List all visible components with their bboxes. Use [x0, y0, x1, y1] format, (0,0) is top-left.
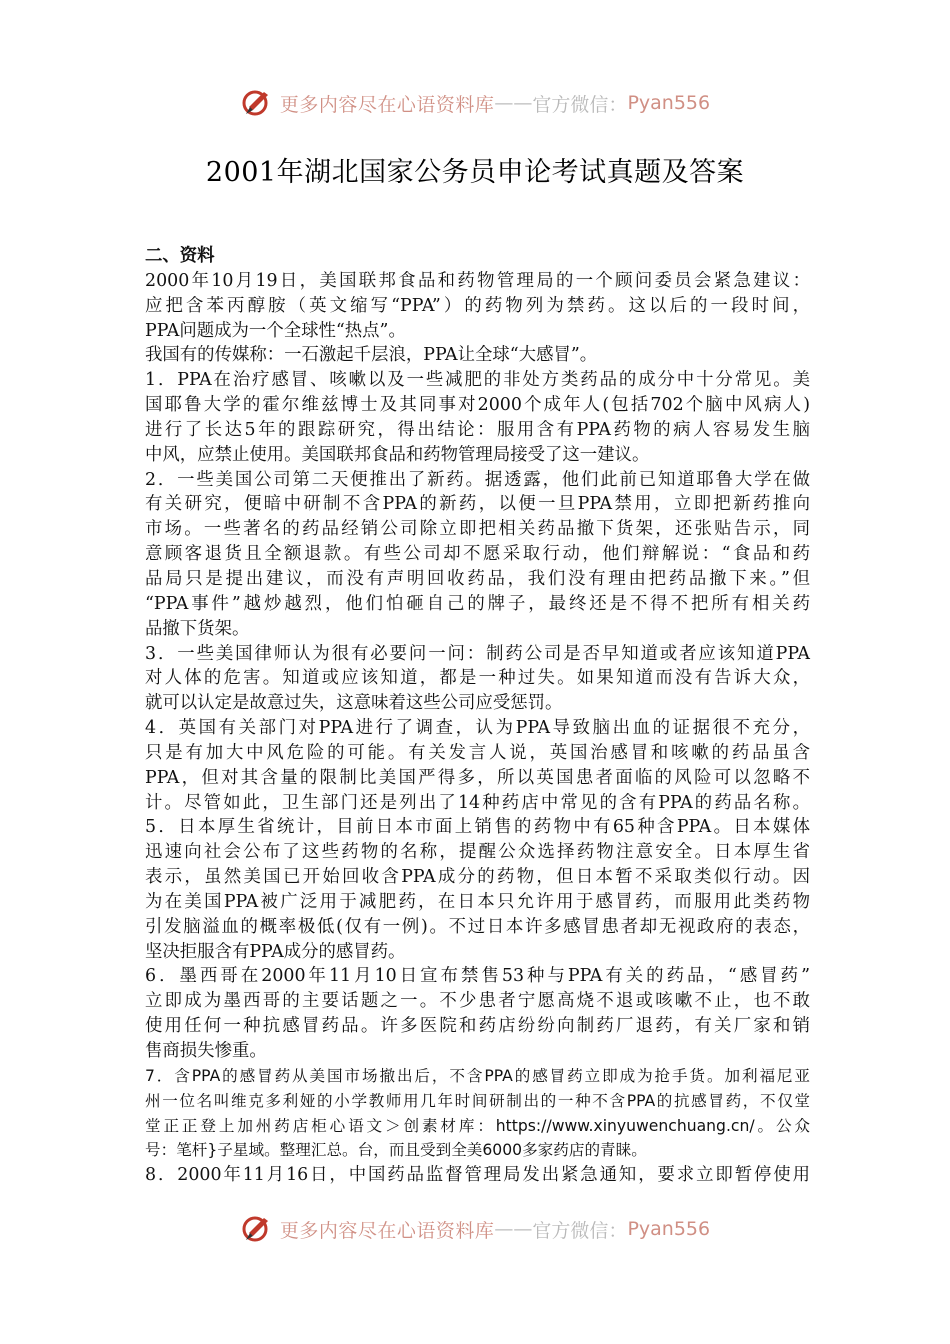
- text-line: 就可以认定是故意过失，这意味着这些公司应受惩罚。: [145, 693, 563, 714]
- text-line: 为在美国PPA被广泛用于减肥药，在日本只允许用于感冒药，而服用此类药物: [145, 891, 810, 912]
- text-line: 进行了长达5年的跟踪研究，得出结论：服用含有PPA药物的病人容易发生脑: [145, 419, 810, 440]
- text-line: 号：笔杆}子星域。整理汇总。台，而且受到全美6000多家药店的青睐。: [145, 1141, 647, 1160]
- banner-wechat-id: Pyan556: [627, 1218, 711, 1240]
- text-line: 堂正正登上加州药店柜心语文＞创素材库：https://www.xinyuwenchuang.cn/。公众: [145, 1116, 810, 1135]
- text-line: 坚决拒服含有PPA成分的感冒药。: [145, 941, 406, 962]
- banner-separator: ——: [494, 1218, 533, 1240]
- header-watermark: [0, 86, 950, 120]
- text-line: 意顾客退货且全额退款。有些公司却不愿采取行动，他们辩解说：“食品和药: [145, 544, 810, 565]
- section-heading: 二、资料: [145, 246, 215, 266]
- text-line: 州一位名叫维克多利娅的小学教师用几年时间研制出的一种不含PPA的抗感冒药，不仅堂: [145, 1091, 810, 1110]
- text-line: 7．含PPA的感冒药从美国市场撤出后，不含PPA的感冒药立即成为抢手货。加利福尼亚: [145, 1066, 810, 1085]
- pen-logo-icon: [240, 86, 274, 120]
- text-line: 6．墨西哥在2000年11月10日宣布禁售53种与PPA有关的药品，“感冒药”: [145, 966, 810, 987]
- text-line: PPA，但对其含量的限制比美国严得多，所以英国患者面临的风险可以忽略不: [145, 767, 810, 788]
- text-line: PPA问题成为一个全球性“热点”。: [145, 320, 406, 341]
- text-line: 售商损失惨重。: [145, 1041, 267, 1061]
- text-line: 8．2000年11月16日，中国药品监督管理局发出紧急通知，要求立即暂停使用: [145, 1165, 810, 1186]
- text-line: 表示，虽然美国已开始回收含PPA成分的药物，但日本暂不采取类似行动。因: [145, 867, 810, 888]
- banner-separator: ——: [494, 92, 533, 114]
- text-line: 市场。一些著名的药品经销公司除立即把相关药品撤下货架，还张贴告示，同: [145, 519, 810, 540]
- banner-text: 更多内容尽在心语资料库: [279, 93, 495, 116]
- text-line: 计。尽管如此，卫生部门还是列出了14种药店中常见的含有PPA的药品名称。: [145, 792, 810, 813]
- banner-wechat-id: Pyan556: [627, 92, 711, 114]
- text-line: 2000年10月19日，美国联邦食品和药物管理局的一个顾问委员会紧急建议：: [145, 270, 810, 291]
- text-line: 1．PPA在治疗感冒、咳嗽以及一些减肥的非处方类药品的成分中十分常见。美: [145, 370, 810, 391]
- text-line: 品撤下货架。: [145, 618, 250, 639]
- text-line: 4．英国有关部门对PPA进行了调查，认为PPA导致脑出血的证据很不充分，: [145, 718, 810, 739]
- text-line: 5．日本厚生省统计，目前日本市面上销售的药物中有65种含PPA。日本媒体: [145, 817, 810, 838]
- text-line: 对人体的危害。知道或应该知道，都是一种过失。如果知道而没有告诉大众，: [145, 668, 810, 689]
- page-title: 2001年湖北国家公务员申论考试真题及答案: [205, 157, 745, 188]
- text-line: 我国有的传媒称：一石激起千层浪，PPA让全球“大感冒”。: [145, 345, 598, 366]
- text-line: 中风，应禁止使用。美国联邦食品和药物管理局接受了这一建议。: [145, 444, 650, 465]
- footer-watermark: [0, 1212, 950, 1246]
- text-line: 引发脑溢血的概率极低(仅有一例)。不过日本许多感冒患者却无视政府的表态，: [145, 916, 810, 937]
- text-line: 应把含苯丙醇胺（英文缩写“PPA”）的药物列为禁药。这以后的一段时间，: [145, 295, 810, 316]
- pen-logo-icon: [240, 1212, 274, 1246]
- text-line: 2．一些美国公司第二天便推出了新药。据透露，他们此前已知道耶鲁大学在做: [145, 469, 810, 490]
- text-line: 立即成为墨西哥的主要话题之一。不少患者宁愿高烧不退或咳嗽不止，也不敢: [145, 991, 810, 1012]
- text-line: 品局只是提出建议，而没有声明回收药品，我们没有理由把药品撤下来。”但: [145, 568, 810, 589]
- text-line: 迅速向社会公布了这些药物的名称，提醒公众选择药物注意安全。日本厚生省: [145, 842, 810, 863]
- banner-wechat-label: 官方微信：: [532, 93, 628, 116]
- banner-text: 更多内容尽在心语资料库: [279, 1219, 495, 1242]
- text-line: 使用任何一种抗感冒药品。许多医院和药店纷纷向制药厂退药，有关厂家和销: [145, 1016, 810, 1037]
- banner-wechat-label: 官方微信：: [532, 1219, 628, 1242]
- text-line: “PPA事件”越炒越烈，他们怕砸自己的牌子，最终还是不得不把所有相关药: [145, 593, 810, 614]
- text-line: 3．一些美国律师认为很有必要问一问：制药公司是否早知道或者应该知道PPA: [145, 643, 810, 664]
- text-line: 只是有加大中风危险的可能。有关发言人说，英国治感冒和咳嗽的药品虽含: [145, 742, 810, 763]
- text-line: 国耶鲁大学的霍尔维兹博士及其同事对2000个成年人(包括702个脑中风病人): [145, 395, 810, 416]
- text-line: 有关研究，便暗中研制不含PPA的新药，以便一旦PPA禁用，立即把新药推向: [145, 494, 810, 515]
- document-body: [145, 244, 810, 1188]
